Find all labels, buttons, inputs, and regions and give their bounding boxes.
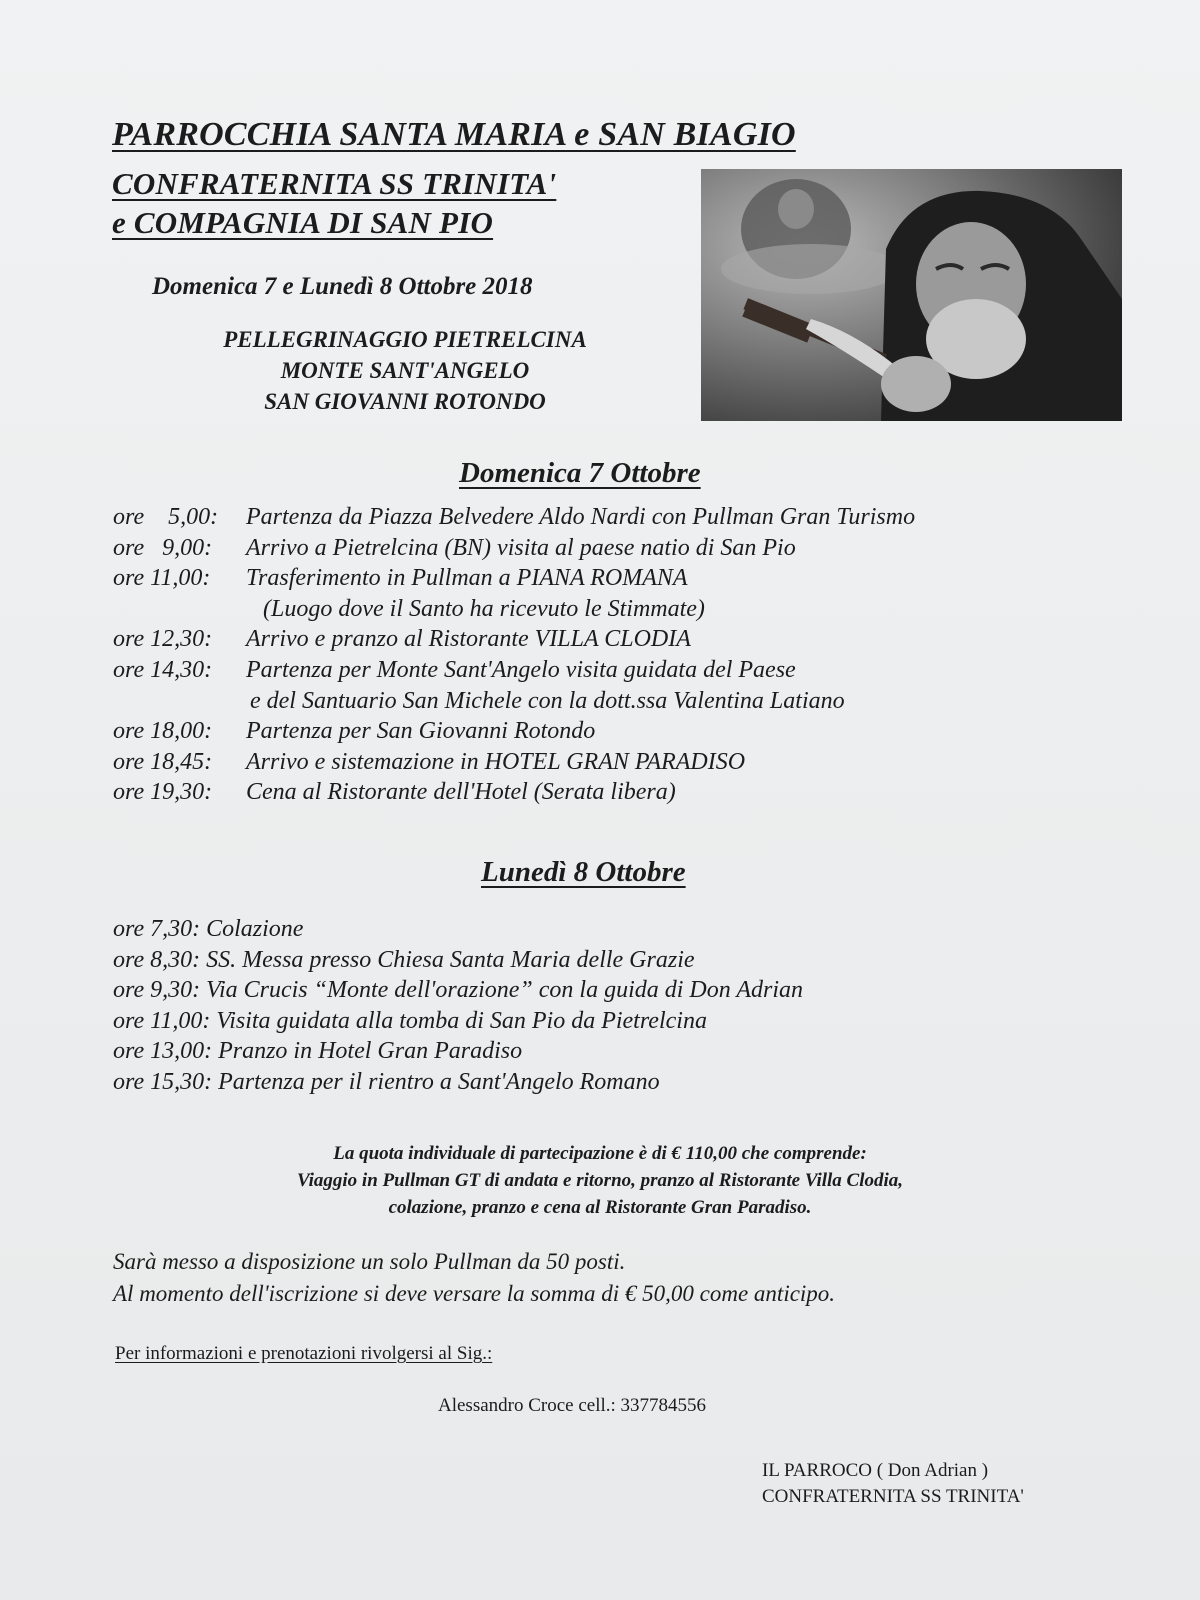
schedule-text: Arrivo e sistemazione in HOTEL GRAN PARADISO [246,748,746,775]
day2-schedule [113,914,803,1098]
schedule-text: Arrivo a Pietrelcina (BN) visita al paese natio di San Pio [246,534,796,561]
price-line: La quota individuale di partecipazione è di € 110,00 che comprende: [333,1143,867,1164]
schedule-time: ore 18,00: [113,718,213,745]
schedule-text: Trasferimento in Pullman a PIANA ROMANA [246,565,688,592]
deposit-note: Al momento dell'iscrizione si deve versare la somma di € 50,00 come anticipo. [113,1281,836,1306]
schedule-text: Visita guidata alla tomba di San Pio da Pietrelcina [216,1007,707,1034]
schedule-item [113,533,915,564]
schedule-time: ore 19,30: [113,779,213,806]
day1-schedule [113,502,915,808]
schedule-text: Partenza per Monte Sant'Angelo visita guidata del Paese [246,656,796,683]
schedule-text: Arrivo e pranzo al Ristorante VILLA CLODIA [246,626,691,653]
schedule-time: ore 18,45: [113,748,213,775]
place-line: MONTE SANT'ANGELO [280,358,530,383]
schedule-continuation: e del Santuario San Michele con la dott.ssa Valentina Latiano [250,687,845,714]
schedule-item [113,945,803,976]
place-line: SAN GIOVANNI ROTONDO [264,389,546,414]
schedule-item [113,563,915,594]
signature-confraternity: CONFRATERNITA SS TRINITA' [762,1486,1024,1507]
schedule-item [113,1006,803,1037]
schedule-text: Partenza per San Giovanni Rotondo [246,718,596,745]
price-info [150,1140,1050,1221]
schedule-time: ore 15,30: [113,1068,213,1095]
schedule-time: ore 9,00: [113,534,213,561]
day1-heading: Domenica 7 Ottobre [459,457,701,489]
schedule-time: ore 8,30: [113,946,201,973]
schedule-item [113,502,915,533]
schedule-text: Via Crucis “Monte dell'orazione” con la guida di Don Adrian [206,977,803,1004]
schedule-continuation: (Luogo dove il Santo ha ricevuto le Stimmate) [263,595,705,622]
schedule-item [113,655,915,686]
schedule-time: ore 9,30: [113,977,201,1004]
schedule-time: ore 11,00: [113,565,211,592]
schedule-text: Cena al Ristorante dell'Hotel (Serata libera) [246,779,676,806]
signature-parish-priest: IL PARROCO ( Don Adrian ) [762,1460,989,1481]
schedule-text: Colazione [206,916,304,942]
info-label: Per informazioni e prenotazioni rivolgersi al Sig.: [115,1343,493,1364]
schedule-time: ore 14,30: [113,656,213,683]
schedule-text: Partenza per il rientro a Sant'Angelo Romano [218,1068,660,1095]
schedule-item [113,624,915,655]
pilgrimage-places [160,324,650,417]
signature-block [762,1458,1024,1510]
schedule-item [113,716,915,747]
price-includes-line: Viaggio in Pullman GT di andata e ritorno, pranzo al Ristorante Villa Clodia, [296,1170,904,1191]
schedule-item [113,777,915,808]
schedule-item [113,1036,803,1067]
day2-heading: Lunedì 8 Ottobre [481,856,686,888]
schedule-item [113,975,803,1006]
schedule-text: SS. Messa presso Chiesa Santa Maria delle Grazie [206,946,695,973]
event-dates: Domenica 7 e Lunedì 8 Ottobre 2018 [152,273,533,300]
bus-capacity-note: Sarà messo a disposizione un solo Pullman da 50 posti. [113,1249,626,1274]
booking-notes [113,1246,835,1310]
contact-phone: Alessandro Croce cell.: 337784556 [438,1395,707,1416]
schedule-item [113,914,803,945]
company-title: e COMPAGNIA DI SAN PIO [112,205,494,240]
price-includes-line: colazione, pranzo e cena al Ristorante Gran Paradiso. [388,1197,812,1218]
place-line: PELLEGRINAGGIO PIETRELCINA [223,327,587,352]
schedule-time: ore 12,30: [113,626,213,653]
schedule-time: ore 13,00: [113,1038,213,1065]
confraternity-title: CONFRATERNITA SS TRINITA' [112,166,557,201]
schedule-text: Partenza da Piazza Belvedere Aldo Nardi con Pullman Gran Turismo [246,504,916,530]
san-pio-illustration-icon [701,169,1122,421]
san-pio-image [701,169,1122,421]
schedule-time: ore 7,30: [113,916,201,942]
schedule-time: ore 11,00: [113,1007,211,1034]
schedule-item [113,747,915,778]
schedule-time: ore 5,00: [113,504,219,530]
schedule-item [113,1067,803,1098]
schedule-text: Pranzo in Hotel Gran Paradiso [218,1038,523,1065]
parish-title: PARROCCHIA SANTA MARIA e SAN BIAGIO [112,116,796,153]
